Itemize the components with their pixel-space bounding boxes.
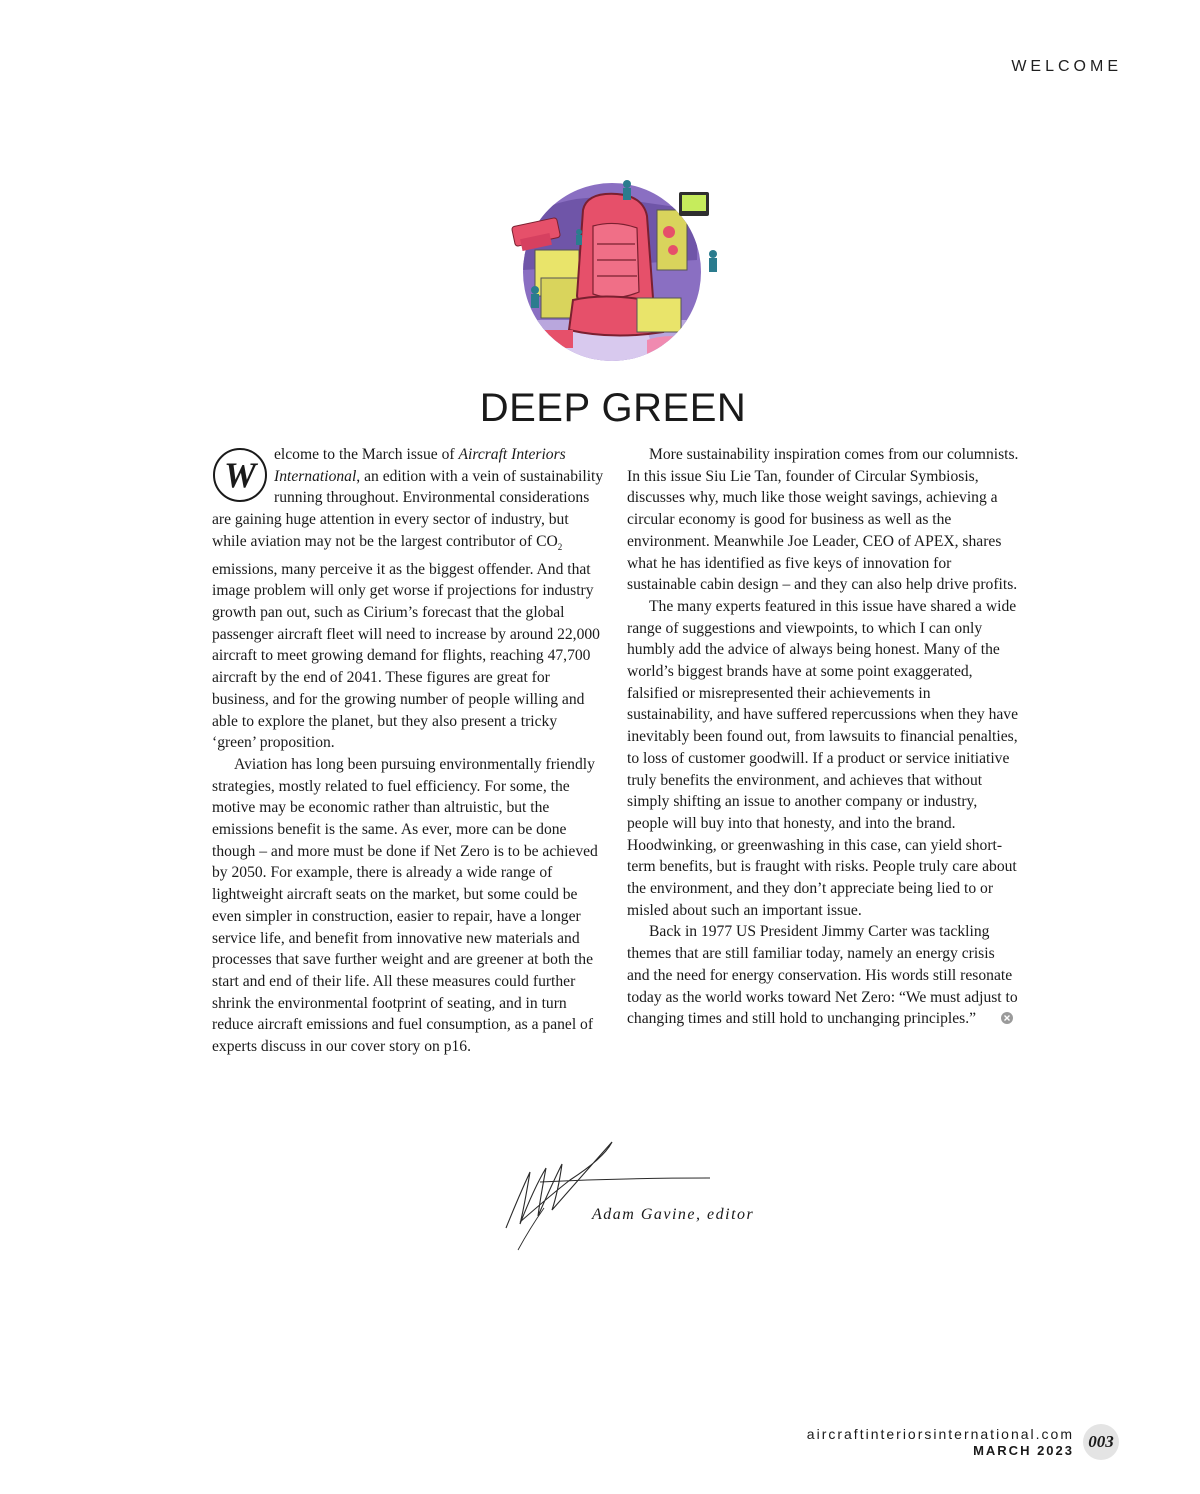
dropcap (212, 447, 268, 503)
footer-url: aircraftinteriorsinternational.com (806, 1426, 1074, 1442)
right-paragraph-2: The many experts featured in this issue have shared a wide range of suggestions and viewpoints, to which I can only humbly add the advice of always being honest. Many of the world’s biggest brands have at some point exaggerated, falsified or misrepresented their achievements in sustainability, and have suffered repercussions when they have inevitably been found out, from lawsuits to financial penalties, to loss of customer goodwill. If a product or service initiative truly benefits the environment, and achieves that without simply shifting an issue to another company or industry, people will buy into that honesty, and into the brand. Hoodwinking, or greenwashing in this case, can yield short-term benefits, but is fraught with risks. People truly care about the environment, and they don’t appreciate being lied to or misled about such an important issue. (627, 597, 1019, 919)
handwritten-signature (500, 1138, 740, 1252)
dropcap-letter: W (223, 455, 257, 495)
footer-date: MARCH 2023 (973, 1443, 1074, 1458)
right-paragraph-3: Back in 1977 US President Jimmy Carter was tackling themes that are still familiar today, namely an energy crisis and the need for energy conservation. His words still resonate today as the world works toward Net Zero: “We must adjust to changing times and still hold to unchanging principles.” (627, 923, 1018, 1028)
left-paragraph-2: Aviation has long been pursuing environmentally friendly strategies, mostly related to fuel efficiency. For some, the motive may be economic rather than altruistic, but the emissions benefit is the same. As ever, more can be done though – and more must be done if Net Zero is to be achieved by 2050. For example, there is already a wide range of lightweight aircraft seats on the market, but some could be even simpler in construction, easier to repair, have a longer service life, and benefit from innovative new materials and processes that save further weight and are greener at both the start and end of their life. All these measures could further shrink the environmental footprint of seating, and in turn reduce aircraft emissions and fuel consumption, as a panel of experts discuss in our cover story on p16. (212, 755, 598, 1056)
section-label: WELCOME (1011, 58, 1122, 75)
headline: DEEP GREEN (479, 386, 747, 430)
right-paragraph-1: More sustainability inspiration comes from our columnists. In this issue Siu Lie Tan, founder of Circular Symbiosis, discusses why, much like those weight savings, achieving a circular economy is good for business as well as the environment. Meanwhile Joe Leader, CEO of APEX, shares what he has identified as five keys of innovation for sustainable cabin design – and they can also help drive profits. (627, 446, 1019, 594)
signature-caption: Adam Gavine, editor (592, 1206, 755, 1223)
aircraft-seat-illustration (497, 180, 727, 362)
right-column (627, 444, 1019, 1030)
end-of-article-icon (979, 1009, 991, 1021)
page-number: 003 (1088, 1432, 1114, 1451)
left-column (212, 444, 604, 1058)
left-paragraph-1: elcome to the March issue of Aircraft Interiors International, an edition with a vein of sustainability running throughout. Environmental considerations are gaining huge attention in every sector of industry, but while aviation may not be the largest contributor of $CO_2$ emissions, many perceive it as the biggest offender. And that image problem will only get worse if projections for industry growth pan out, such as Cirium’s forecast that the global passenger aircraft fleet will need to increase by around 22,000 aircraft to meet growing demand for flights, reaching 47,700 aircraft by the end of 2041. These figures are great for business, and for the growing number of people willing and able to explore the planet, but they also present a tricky ‘green’ proposition. (212, 446, 604, 752)
